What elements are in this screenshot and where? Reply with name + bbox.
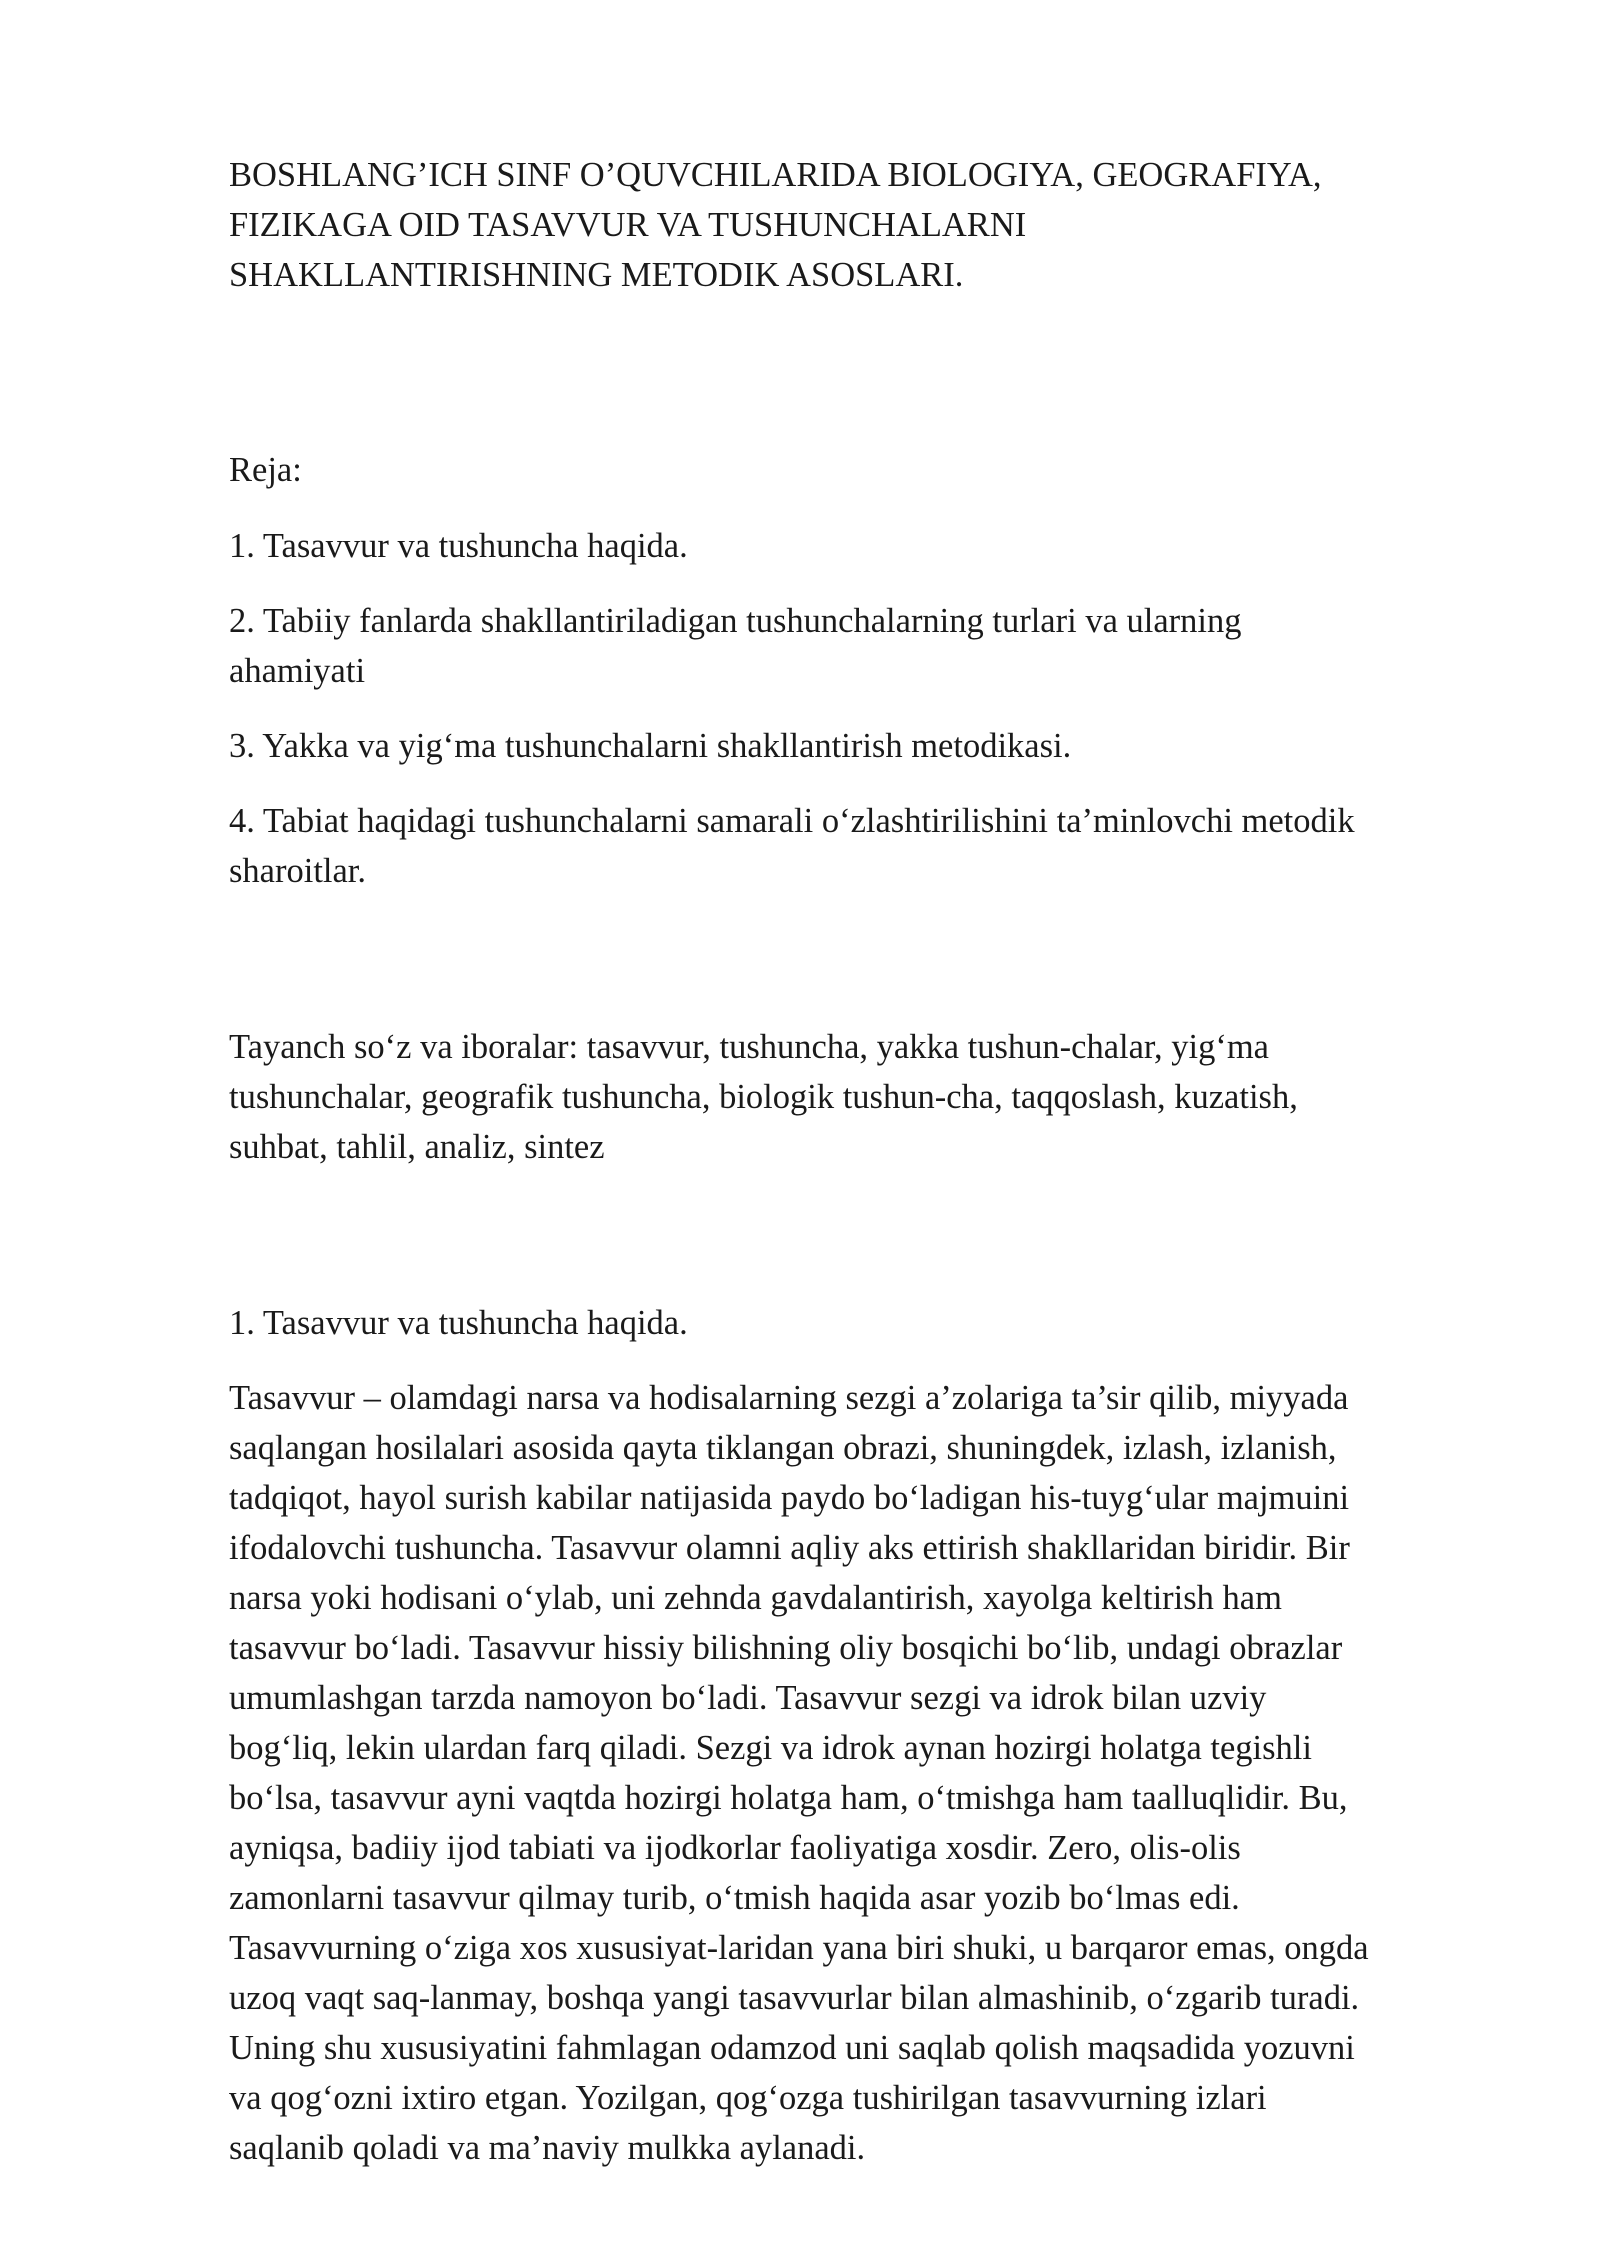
- plan-item-line: sharoitlar.: [229, 852, 367, 890]
- plan-item-line: ahamiyati: [229, 652, 366, 690]
- body-line: Uning shu xususiyatini fahmlagan odamzod uni saqlab qolish maqsadida yozuvni: [229, 2029, 1355, 2067]
- document-title: [229, 150, 1519, 300]
- plan-item-line: 3. Yakka va yig‘ma tushunchalarni shakllantirish metodikasi.: [229, 727, 1072, 765]
- body-line: bog‘liq, lekin ulardan farq qiladi. Sezgi va idrok aynan hozirgi holatga tegishli: [229, 1729, 1312, 1767]
- body-line: zamonlarni tasavvur qilmay turib, o‘tmish haqida asar yozib bo‘lmas edi.: [229, 1879, 1240, 1917]
- plan-item-4: [229, 796, 1529, 896]
- body-line: saqlanib qoladi va ma’naviy mulkka aylanadi.: [229, 2129, 866, 2167]
- keywords-paragraph: [229, 1022, 1469, 1172]
- plan-item-1: [229, 521, 1529, 571]
- plan-label: Reja:: [229, 451, 302, 489]
- keywords-line: tushunchalar, geografik tushuncha, biologik tushun-cha, taqqoslash, kuzatish,: [229, 1078, 1298, 1116]
- body-line: umumlashgan tarzda namoyon bo‘ladi. Tasavvur sezgi va idrok bilan uzviy: [229, 1679, 1267, 1717]
- body-line: va qog‘ozni ixtiro etgan. Yozilgan, qog‘ozga tushirilgan tasavvurning izlari: [229, 2079, 1267, 2117]
- body-line: narsa yoki hodisani o‘ylab, uni zehnda gavdalantirish, xayolga keltirish ham: [229, 1579, 1282, 1617]
- document-page: [229, 150, 1529, 2173]
- plan-item-2: [229, 596, 1529, 696]
- section-heading: 1. Tasavvur va tushuncha haqida.: [229, 1304, 688, 1342]
- body-line: ayniqsa, badiiy ijod tabiati va ijodkorlar faoliyatiga xosdir. Zero, olis-olis: [229, 1829, 1241, 1867]
- body-line: tasavvur bo‘ladi. Tasavvur hissiy bilishning oliy bosqichi bo‘lib, undagi obrazlar: [229, 1629, 1343, 1667]
- title-line: BOSHLANG’ICH SINF O’QUVCHILARIDA BIOLOGIYA, GEOGRAFIYA,: [229, 156, 1322, 194]
- body-line: bo‘lsa, tasavvur ayni vaqtda hozirgi holatga ham, o‘tmishga ham taalluqlidir. Bu,: [229, 1779, 1348, 1817]
- title-line: FIZIKAGA OID TASAVVUR VA TUSHUNCHALARNI: [229, 206, 1027, 244]
- body-paragraph: [229, 1373, 1519, 2173]
- plan-item-3: [229, 721, 1529, 771]
- plan-item-line: 2. Tabiiy fanlarda shakllantiriladigan tushunchalarning turlari va ularning: [229, 602, 1242, 640]
- keywords-line: Tayanch so‘z va iboralar: tasavvur, tushuncha, yakka tushun-chalar, yig‘ma: [229, 1028, 1269, 1066]
- plan-item-line: 4. Tabiat haqidagi tushunchalarni samarali o‘zlashtirilishini ta’minlovchi metodik: [229, 802, 1355, 840]
- body-line: tadqiqot, hayol surish kabilar natijasida paydo bo‘ladigan his-tuyg‘ular majmuini: [229, 1479, 1350, 1517]
- keywords-line: suhbat, tahlil, analiz, sintez: [229, 1128, 605, 1166]
- body-line: Tasavvur – olamdagi narsa va hodisalarning sezgi a’zolariga ta’sir qilib, miyyada: [229, 1379, 1349, 1417]
- title-line: SHAKLLANTIRISHNING METODIK ASOSLARI.: [229, 256, 964, 294]
- body-line: ifodalovchi tushuncha. Tasavvur olamni aqliy aks ettirish shakllaridan biridir. Bir: [229, 1529, 1350, 1567]
- body-line: uzoq vaqt saq-lanmay, boshqa yangi tasavvurlar bilan almashinib, o‘zgarib turadi.: [229, 1979, 1360, 2017]
- plan-item-line: 1. Tasavvur va tushuncha haqida.: [229, 527, 688, 565]
- body-line: saqlangan hosilalari asosida qayta tiklangan obrazi, shuningdek, izlash, izlanish,: [229, 1429, 1337, 1467]
- body-line: Tasavvurning o‘ziga xos xususiyat-laridan yana biri shuki, u barqaror emas, ongda: [229, 1929, 1369, 1967]
